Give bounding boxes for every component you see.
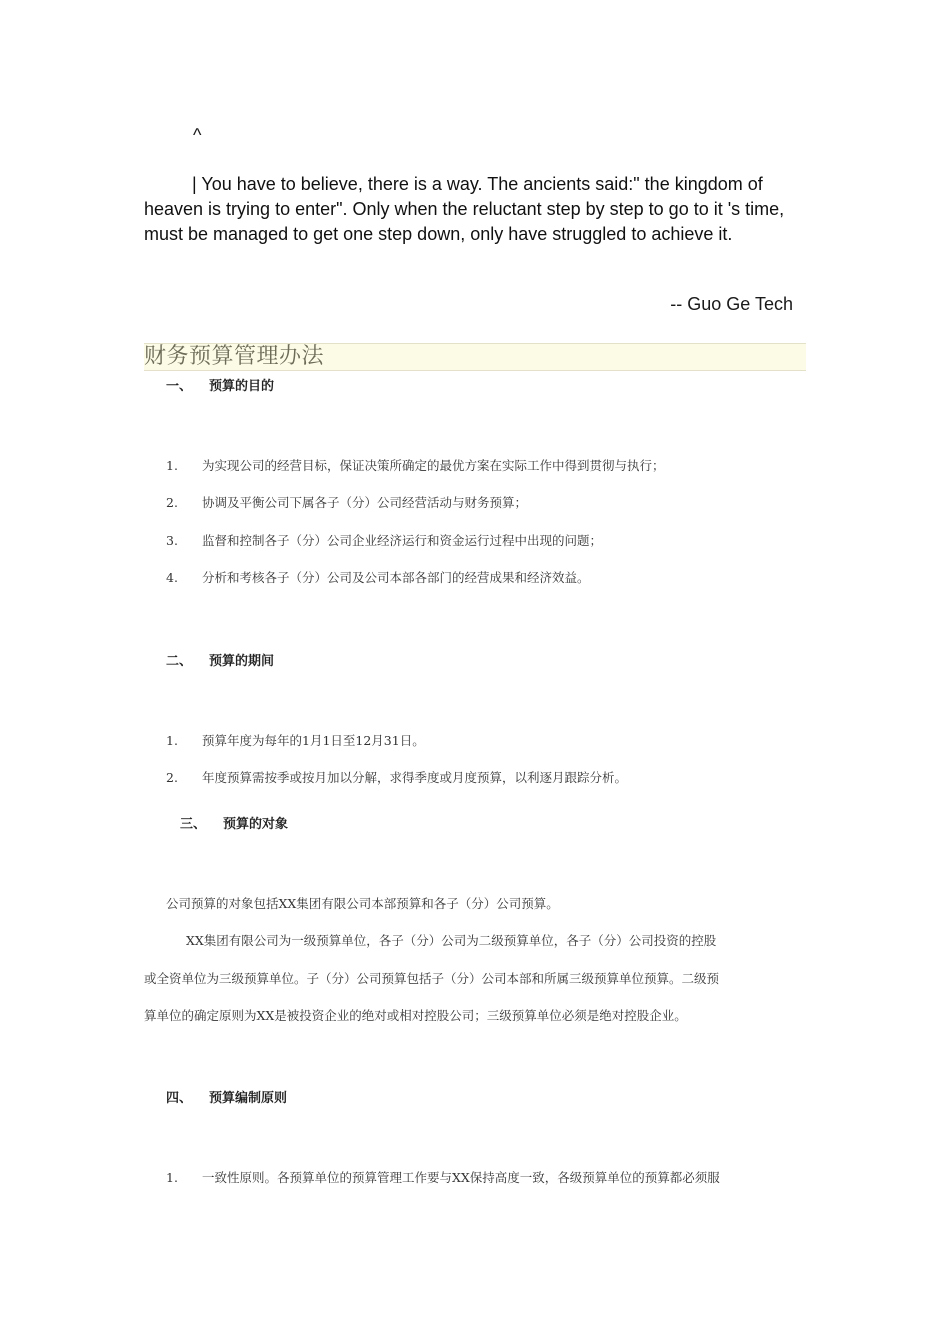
item-text: 为实现公司的经营目标，保证决策所确定的最优方案在实际工作中得到贯彻与执行； xyxy=(202,458,665,473)
list-item xyxy=(166,493,527,511)
paragraph-line: XX集团有限公司为一级预算单位，各子（分）公司为二级预算单位，各子（分）公司投资的控股 xyxy=(186,933,717,948)
item-number: 1. xyxy=(166,733,178,748)
section-number: 三、 xyxy=(180,817,207,832)
item-number: 1. xyxy=(166,1170,178,1185)
list-item xyxy=(166,768,627,786)
section-title: 预算的对象 xyxy=(223,817,289,832)
section-title: 预算的目的 xyxy=(209,379,275,394)
list-item xyxy=(166,531,602,549)
section-number: 四、 xyxy=(166,1091,193,1106)
item-text: 协调及平衡公司下属各子（分）公司经营活动与财务预算； xyxy=(202,495,528,510)
item-text: 分析和考核各子（分）公司及公司本部各部门的经营成果和经济效益。 xyxy=(202,570,590,585)
section-heading-period xyxy=(166,650,274,669)
section-heading-object xyxy=(180,813,288,832)
item-number: 2. xyxy=(166,770,178,785)
section-number: 二、 xyxy=(166,654,193,669)
item-text: 年度预算需按季或按月加以分解，求得季度或月度预算，以利逐月跟踪分析。 xyxy=(202,770,628,785)
item-number: 3. xyxy=(166,533,178,548)
item-text: 一致性原则。各预算单位的预算管理工作要与XX保持高度一致，各级预算单位的预算都必须服 xyxy=(202,1170,720,1185)
item-number: 2. xyxy=(166,495,178,510)
paragraph-line: 公司预算的对象包括XX集团有限公司本部预算和各子（分）公司预算。 xyxy=(166,896,559,911)
list-item xyxy=(166,568,590,586)
section-heading-principles xyxy=(166,1087,287,1106)
section-title: 预算编制原则 xyxy=(209,1091,288,1106)
quote-attribution: -- Guo Ge Tech xyxy=(670,294,793,314)
item-text: 预算年度为每年的1月1日至12月31日。 xyxy=(202,733,425,748)
item-number: 4. xyxy=(166,570,178,585)
list-item xyxy=(166,1168,720,1186)
caret-mark: ^ xyxy=(193,125,202,145)
section-heading-purpose xyxy=(166,375,274,394)
item-number: 1. xyxy=(166,458,178,473)
motto-quote: | You have to believe, there is a way. The ancients said:" the kingdom of heaven is trying to enter". Only when the reluctant step by step to go to it 's time, must be managed to get one step down, only have struggled to achieve it. xyxy=(144,174,785,244)
document-title: 财务预算管理办法 xyxy=(144,343,806,371)
section-number: 一、 xyxy=(166,379,193,394)
list-item xyxy=(166,731,425,749)
section-title: 预算的期间 xyxy=(209,654,275,669)
paragraph-line: 或全资单位为三级预算单位。子（分）公司预算包括子（分）公司本部和所属三级预算单位预算。二级预 xyxy=(144,971,720,986)
list-item xyxy=(166,456,665,474)
paragraph-line: 算单位的确定原则为XX是被投资企业的绝对或相对控股公司；三级预算单位必须是绝对控股企业。 xyxy=(144,1008,687,1023)
item-text: 监督和控制各子（分）公司企业经济运行和资金运行过程中出现的问题； xyxy=(202,533,603,548)
